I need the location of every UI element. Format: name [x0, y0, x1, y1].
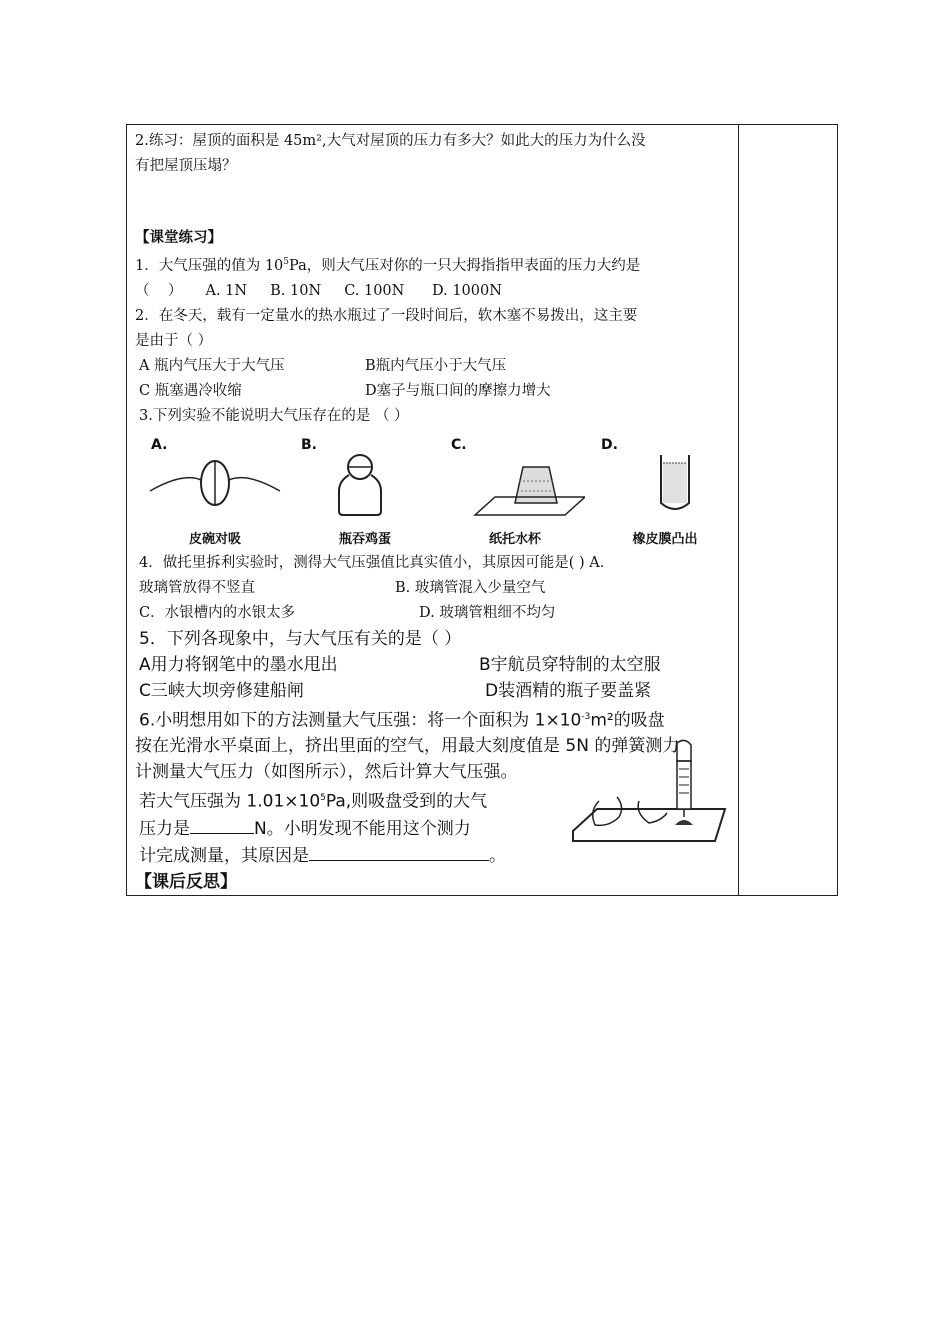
q6-line2: 按在光滑水平桌面上，挤出里面的空气，用最大刻度值是 5N 的弹簧测力 — [135, 736, 680, 757]
worksheet-table — [126, 124, 838, 896]
q2-line1: 2．在冬天，载有一定量水的热水瓶过了一段时间后，软木塞不易拨出，这主要 — [135, 307, 638, 324]
figure-d: D. 橡皮膜凸出 — [595, 437, 735, 547]
suction-cups-icon — [145, 451, 285, 521]
section-reflection: 【课后反思】 — [135, 872, 237, 893]
content-cell — [135, 129, 733, 895]
rubber-film-icon — [595, 451, 735, 521]
q5-stem: 5．下列各现象中，与大气压有关的是（ ） — [139, 628, 462, 649]
q6-line5: 压力是 N。小明发现不能用这个测力 — [135, 815, 733, 842]
practice-q2-line1: 2.练习：屋顶的面积是 45m²,大气对屋顶的压力有多大？如此大的压力为什么没 — [135, 133, 646, 149]
figure-c: C. 纸托水杯 — [445, 437, 585, 547]
q6-block — [135, 759, 733, 869]
section-class-practice: 【课堂练习】 — [135, 229, 222, 246]
q1-line2: （ ） A. 1N B. 10N C. 100N D. 1000N — [135, 282, 502, 299]
q3-stem: 3.下列实验不能说明大气压存在的是 （ ） — [139, 407, 409, 424]
bottle-egg-icon — [295, 451, 435, 521]
q2-line2: 是由于（ ） — [135, 332, 213, 349]
figure-a: A. 皮碗对吸 — [145, 437, 285, 547]
q4-options-ab: 玻璃管放得不竖直 B. 玻璃管混入少量空气 — [139, 579, 546, 596]
q6-line1: 6.小明想用如下的方法测量大气压强：将一个面积为 $1\times 10^{-3}m^2$的吸盘 — [139, 710, 665, 731]
q5-options-ab: A用力将钢笔中的墨水甩出 B宇航员穿特制的太空服 — [139, 654, 661, 675]
practice-q2-line2: 有把屋顶压塌？ — [135, 158, 237, 174]
q6-line6: 计完成测量，其原因是 。 — [135, 842, 733, 869]
paper-cup-icon — [445, 451, 585, 521]
figure-b: B. 瓶吞鸡蛋 — [295, 437, 435, 547]
column-divider — [738, 125, 739, 895]
q6-line4: 若大气压强为 $1.01\times 10^5Pa$,则吸盘受到的大气 — [139, 792, 488, 813]
answer-blank-reason[interactable] — [309, 842, 489, 861]
q4-options-cd: C．水银槽内的水银太多 D. 玻璃管粗细不均匀 — [139, 604, 556, 621]
q2-options-cd: C 瓶塞遇冷收缩 D塞子与瓶口间的摩擦力增大 — [139, 382, 551, 399]
spring-scale-suction-icon — [569, 737, 729, 857]
q3-figures — [135, 437, 733, 547]
answer-blank-force[interactable] — [190, 815, 254, 834]
q6-line3: 计测量大气压力（如图所示），然后计算大气压强。 — [135, 762, 518, 783]
q4-line1: 4．做托里拆利实验时，测得大气压强值比真实值小，其原因可能是( ) A． — [139, 554, 615, 571]
q2-options-ab: A 瓶内气压大于大气压 B瓶内气压小于大气压 — [139, 357, 507, 374]
q1-line1: 1．大气压强的值为 $10^5Pa$，则大气压对你的一只大拇指指甲表面的压力大约是 — [135, 257, 641, 274]
q5-options-cd: C三峡大坝旁修建船闸 D装酒精的瓶子要盖紧 — [139, 680, 652, 701]
